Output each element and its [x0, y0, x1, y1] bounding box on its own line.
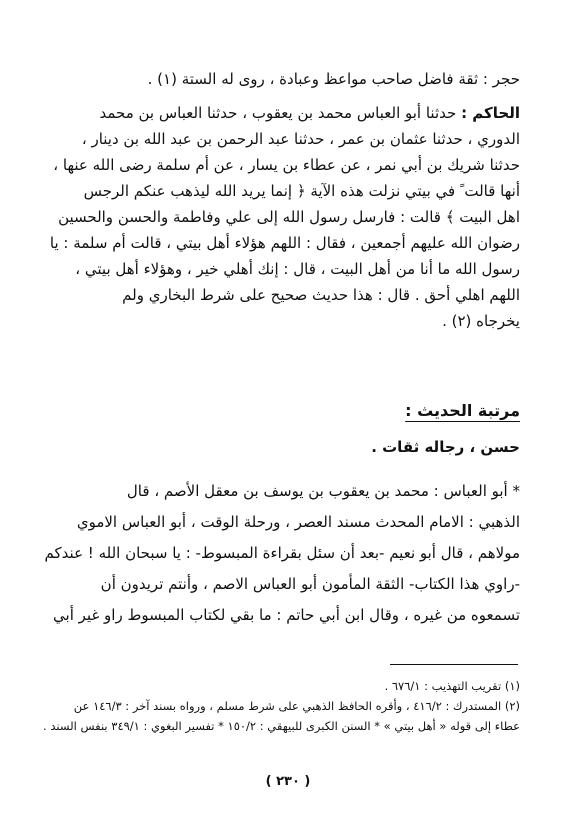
hakim-line-9: يخرجاه (٢) .: [442, 312, 520, 330]
footnote-2-cont: عطاء إلى قوله « أهل بيتي » * السنن الكبرى للبيهقي : ١٥٠/٢ * تفسير البغوي : ٣٤٩/١ بنفس السند .: [43, 719, 520, 733]
bio-line-2: الذهبي : الامام المحدث مسند العصر ، ورحلة الوقت ، أبو العباس الاموي: [76, 513, 520, 531]
bio-line-3: مولاهم ، قال أبو نعيم -بعد أن سئل بقراءة المبسوط- : يا سبحان الله ! عندكم: [44, 544, 520, 562]
grade-text: حسن ، رجاله ثقات .: [371, 438, 520, 456]
hakim-line-5: اهل البيت ﴾ قالت : فارسل رسول الله إلى علي وفاطمة والحسن والحسين: [58, 208, 520, 226]
hakim-line-1: حدثنا أبو العباس محمد بن يعقوب ، حدثنا العباس بن محمد: [99, 104, 457, 122]
hakim-paragraph: [49, 100, 520, 334]
page-number: ( ٢٣٠ ): [265, 774, 311, 789]
bio-line-1: * أبو العباس : محمد بن يعقوب بن يوسف بن معقل الأصم ، قال: [126, 482, 520, 500]
biography-paragraph: [44, 476, 520, 631]
hakim-line-6: رضوان الله عليهم أجمعين ، فقال : اللهم هؤلاء أهل بيتي ، قالت أم سلمة : يا: [49, 234, 520, 252]
hakim-label: الحاكم :: [461, 104, 520, 122]
footnote-ref-1: (١) .: [147, 70, 177, 88]
footnotes: [43, 676, 520, 736]
top-line-1: حجر : ثقة فاضل صاحب مواعظ وعبادة ، روى له الستة: [181, 70, 520, 88]
grade-section: [58, 398, 520, 460]
footnote-2: (٢) المستدرك : ٤١٦/٢ ، وأقره الحافظ الذهبي على شرط مسلم ، ورواه بسند آخر : ١٤٦/٣ عن: [73, 699, 520, 713]
footnote-divider: [390, 664, 518, 665]
hakim-line-7: رسول الله ما أنا من أهل البيت ، قال : إنك أهلي خير ، وهؤلاء أهل بيتي ،: [75, 260, 520, 278]
bio-line-4: -راوي هذا الكتاب- الثقة المأمون أبو العباس الاصم ، وأنتم تريدون أن: [100, 575, 520, 593]
grade-heading: مرتبة الحديث :: [405, 401, 520, 420]
top-paragraph: [58, 66, 520, 92]
hakim-line-8: اللهم اهلي أحق . قال : هذا حديث صحيح على شرط البخاري ولم: [122, 286, 520, 304]
hakim-line-4: أنها قالت ً في بيتي نزلت هذه الآية ﴿ إنما يريد الله ليذهب عنكم الرجس: [83, 182, 520, 200]
bio-line-5: تسمعوه من غيره ، وقال ابن أبي حاتم : ما بقي لكتاب المبسوط راو غير أبي: [53, 606, 520, 624]
hakim-line-3: حدثنا شريك بن أبي نمر ، عن عطاء بن يسار ، عن أم سلمة رضى الله عنها ،: [53, 156, 520, 174]
hakim-line-2: الدوري ، حدثنا عثمان بن عمر ، حدثنا عبد الرحمن بن عبد الله بن دينار ،: [81, 130, 520, 148]
footnote-1: (١) تقريب التهذيب : ٦٧٦/١ .: [384, 679, 520, 693]
